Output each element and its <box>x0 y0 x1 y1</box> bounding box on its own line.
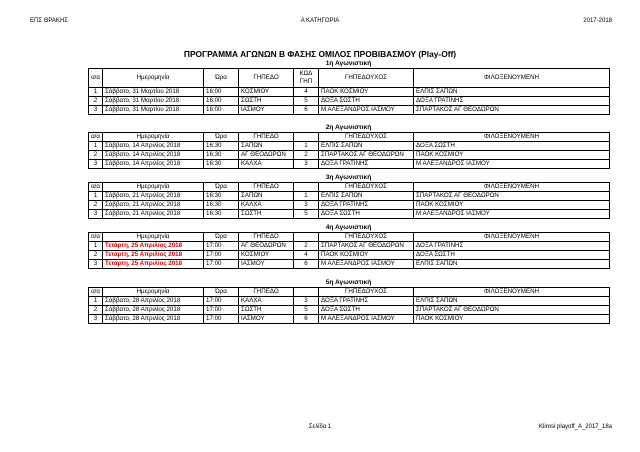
cell-time: 17:00 <box>204 315 239 324</box>
cell-time: 16:30 <box>204 192 239 201</box>
footer-file: Klirosi playoff_A_2017_18a <box>539 424 612 430</box>
round-label: 1η Αγωνιστική <box>325 60 372 67</box>
cell-venue: ΙΑΣΜΟΥ <box>239 315 294 324</box>
column-header-code <box>294 183 319 192</box>
column-header-code <box>294 69 319 88</box>
table-header-row <box>89 69 610 88</box>
cell-home: Μ ΑΛΕΞΑΝΔΡΟΣ ΙΑΣΜΟΥ <box>319 260 414 269</box>
column-header-code <box>294 288 319 297</box>
cell-no: 3 <box>89 260 103 269</box>
column-header-code <box>294 133 319 142</box>
table-row <box>89 192 610 201</box>
column-header-venue: ΓΗΠΕΔΟ <box>239 183 294 192</box>
code-header-line1: ΚΩΔ <box>299 70 313 77</box>
cell-date: Σάββατο, 28 Απριλίος 2018 <box>103 306 204 315</box>
cell-time: 16:30 <box>204 201 239 210</box>
cell-home: ΣΠΑΡΤΑΚΟΣ ΑΓ ΘΕΟΔΩΡΩΝ <box>319 242 414 251</box>
table-row <box>89 106 610 115</box>
cell-venue: ΙΑΣΜΟΥ <box>239 260 294 269</box>
cell-time: 16:00 <box>204 106 239 115</box>
column-header-date: Ημερομηνία <box>103 233 204 242</box>
cell-time: 16:30 <box>204 151 239 160</box>
table-header-row <box>89 233 610 242</box>
column-header-no: α/α <box>89 288 103 297</box>
cell-code: 3 <box>294 160 319 169</box>
cell-away: ΕΛΠΙΣ ΣΑΠΩΝ <box>414 260 610 269</box>
cell-time: 16:00 <box>204 97 239 106</box>
cell-away: ΠΑΟΚ ΚΟΣΜΙΟΥ <box>414 315 610 324</box>
cell-venue: ΚΟΣΜΙΟΥ <box>239 251 294 260</box>
column-header-time: Ώρα <box>204 288 239 297</box>
footer-page: Σελίδα 1 <box>308 424 332 430</box>
table-header-row <box>89 133 610 142</box>
cell-venue: ΚΑΛΧΑ <box>239 297 294 306</box>
table-row <box>89 142 610 151</box>
cell-no: 2 <box>89 151 103 160</box>
table-row <box>89 88 610 97</box>
round-table <box>88 132 610 169</box>
cell-venue: ΑΓ ΘΕΟΔΩΡΩΝ <box>239 242 294 251</box>
cell-no: 3 <box>89 315 103 324</box>
round-label: 2η Αγωνιστική <box>325 124 372 131</box>
round-table <box>88 287 610 324</box>
cell-date: Σάββατο, 14 Απριλίος 2018 <box>103 151 204 160</box>
cell-date: Σάββατο, 31 Μαρτίου 2018 <box>103 88 204 97</box>
cell-code: 5 <box>294 210 319 219</box>
column-header-home: ΓΗΠΕΔΟΥΧΟΣ <box>319 183 414 192</box>
column-header-home: ΓΗΠΕΔΟΥΧΟΣ <box>319 69 414 88</box>
column-header-code <box>294 233 319 242</box>
round-label: 3η Αγωνιστική <box>325 174 372 181</box>
cell-away: ΔΟΞΑ ΣΩΣΤΗ <box>414 251 610 260</box>
cell-time: 17:00 <box>204 251 239 260</box>
cell-away: ΣΠΑΡΤΑΚΟΣ ΑΓ ΘΕΟΔΩΡΩΝ <box>414 106 610 115</box>
cell-venue: ΣΑΠΩΝ <box>239 192 294 201</box>
column-header-time: Ώρα <box>204 233 239 242</box>
cell-time: 17:00 <box>204 297 239 306</box>
table-row <box>89 260 610 269</box>
cell-date: Σάββατο, 31 Μαρτίου 2018 <box>103 106 204 115</box>
table-header-row <box>89 288 610 297</box>
cell-away: ΕΛΠΙΣ ΣΑΠΩΝ <box>414 297 610 306</box>
cell-home: ΠΑΟΚ ΚΟΣΜΙΟΥ <box>319 251 414 260</box>
cell-home: ΔΟΞΑ ΣΩΣΤΗ <box>319 210 414 219</box>
cell-away: ΔΟΞΑ ΓΡΑΤΙΝΗΣ <box>414 242 610 251</box>
cell-code: 3 <box>294 297 319 306</box>
cell-home: ΔΟΞΑ ΓΡΑΤΙΝΗΣ <box>319 160 414 169</box>
cell-home: ΕΛΠΙΣ ΣΑΠΩΝ <box>319 192 414 201</box>
cell-code: 6 <box>294 106 319 115</box>
cell-time: 16:30 <box>204 142 239 151</box>
table-row <box>89 201 610 210</box>
cell-no: 3 <box>89 106 103 115</box>
round-label: 5η Αγωνιστική <box>325 279 372 286</box>
table-row <box>89 97 610 106</box>
cell-code: 4 <box>294 88 319 97</box>
cell-no: 1 <box>89 88 103 97</box>
cell-away: ΣΠΑΡΤΑΚΟΣ ΑΓ ΘΕΟΔΩΡΩΝ <box>414 192 610 201</box>
column-header-away: ΦΙΛΟΞΕΝΟΥΜΕΝΗ <box>414 69 610 88</box>
cell-venue: ΣΩΣΤΗ <box>239 97 294 106</box>
cell-away: ΔΟΞΑ ΓΡΑΤΙΝΗΣ <box>414 97 610 106</box>
cell-date: Σάββατο, 14 Απριλίος 2018 <box>103 142 204 151</box>
cell-code: 2 <box>294 151 319 160</box>
cell-home: ΔΟΞΑ ΓΡΑΤΙΝΗΣ <box>319 297 414 306</box>
round-label: 4η Αγωνιστική <box>325 224 372 231</box>
cell-home: Μ ΑΛΕΞΑΝΔΡΟΣ ΙΑΣΜΟΥ <box>319 315 414 324</box>
column-header-away: ΦΙΛΟΞΕΝΟΥΜΕΝΗ <box>414 288 610 297</box>
round-table <box>88 68 610 115</box>
cell-time: 16:30 <box>204 160 239 169</box>
cell-no: 1 <box>89 142 103 151</box>
column-header-venue: ΓΗΠΕΔΟ <box>239 288 294 297</box>
cell-no: 2 <box>89 97 103 106</box>
cell-code: 4 <box>294 251 319 260</box>
cell-date: Τετάρτη, 25 Απριλίος 2018 <box>103 260 204 269</box>
cell-venue: ΙΑΣΜΟΥ <box>239 106 294 115</box>
cell-no: 2 <box>89 251 103 260</box>
column-header-date: Ημερομηνία <box>103 69 204 88</box>
cell-venue: ΚΟΣΜΙΟΥ <box>239 88 294 97</box>
cell-away: Μ ΑΛΕΞΑΝΔΡΟΣ ΙΑΣΜΟΥ <box>414 210 610 219</box>
cell-time: 16:30 <box>204 210 239 219</box>
cell-away: ΕΛΠΙΣ ΣΑΠΩΝ <box>414 88 610 97</box>
cell-date: Σάββατο, 21 Απριλίος 2018 <box>103 201 204 210</box>
code-header-line2: ΓΗΠ <box>299 78 313 85</box>
cell-home: Μ ΑΛΕΞΑΝΔΡΟΣ ΙΑΣΜΟΥ <box>319 106 414 115</box>
cell-away: Μ ΑΛΕΞΑΝΔΡΟΣ ΙΑΣΜΟΥ <box>414 160 610 169</box>
table-row <box>89 210 610 219</box>
cell-no: 2 <box>89 306 103 315</box>
cell-code: 3 <box>294 201 319 210</box>
cell-no: 1 <box>89 297 103 306</box>
cell-venue: ΣΩΣΤΗ <box>239 210 294 219</box>
column-header-venue: ΓΗΠΕΔΟ <box>239 133 294 142</box>
column-header-no: α/α <box>89 233 103 242</box>
cell-date: Τετάρτη, 25 Απριλίος 2018 <box>103 242 204 251</box>
cell-home: ΔΟΞΑ ΣΩΣΤΗ <box>319 306 414 315</box>
column-header-time: Ώρα <box>204 133 239 142</box>
column-header-venue: ΓΗΠΕΔΟ <box>239 69 294 88</box>
table-row <box>89 306 610 315</box>
table-row <box>89 315 610 324</box>
cell-code: 5 <box>294 97 319 106</box>
column-header-away: ΦΙΛΟΞΕΝΟΥΜΕΝΗ <box>414 133 610 142</box>
column-header-time: Ώρα <box>204 183 239 192</box>
cell-no: 2 <box>89 201 103 210</box>
cell-home: ΣΠΑΡΤΑΚΟΣ ΑΓ ΘΕΟΔΩΡΩΝ <box>319 151 414 160</box>
cell-no: 1 <box>89 192 103 201</box>
cell-code: 1 <box>294 142 319 151</box>
table-row <box>89 160 610 169</box>
table-row <box>89 297 610 306</box>
cell-away: ΣΠΑΡΤΑΚΟΣ ΑΓ ΘΕΟΔΩΡΩΝ <box>414 306 610 315</box>
cell-date: Σάββατο, 28 Απριλίος 2018 <box>103 297 204 306</box>
cell-date: Σάββατο, 31 Μαρτίου 2018 <box>103 97 204 106</box>
cell-code: 6 <box>294 315 319 324</box>
column-header-no: α/α <box>89 183 103 192</box>
column-header-away: ΦΙΛΟΞΕΝΟΥΜΕΝΗ <box>414 183 610 192</box>
cell-time: 17:00 <box>204 260 239 269</box>
column-header-date: Ημερομηνία <box>103 288 204 297</box>
cell-venue: ΚΑΛΧΑ <box>239 160 294 169</box>
cell-date: Σάββατο, 14 Απριλίος 2018 <box>103 160 204 169</box>
cell-no: 3 <box>89 160 103 169</box>
cell-code: 1 <box>294 192 319 201</box>
cell-home: ΕΛΠΙΣ ΣΑΠΩΝ <box>319 142 414 151</box>
cell-no: 3 <box>89 210 103 219</box>
cell-date: Σάββατο, 21 Απριλίος 2018 <box>103 210 204 219</box>
cell-away: ΔΟΞΑ ΣΩΣΤΗ <box>414 142 610 151</box>
cell-date: Τετάρτη, 25 Απριλίος 2018 <box>103 251 204 260</box>
column-header-date: Ημερομηνία <box>103 133 204 142</box>
cell-venue: ΣΩΣΤΗ <box>239 306 294 315</box>
table-row <box>89 251 610 260</box>
cell-home: ΔΟΞΑ ΓΡΑΤΙΝΗΣ <box>319 201 414 210</box>
header-center: Α ΚΑΤΗΓΟΡΙΑ <box>300 18 340 24</box>
cell-home: ΠΑΟΚ ΚΟΣΜΙΟΥ <box>319 88 414 97</box>
cell-code: 2 <box>294 242 319 251</box>
cell-code: 6 <box>294 260 319 269</box>
column-header-home: ΓΗΠΕΔΟΥΧΟΣ <box>319 233 414 242</box>
cell-venue: ΑΓ ΘΕΟΔΩΡΩΝ <box>239 151 294 160</box>
cell-away: ΠΑΟΚ ΚΟΣΜΙΟΥ <box>414 201 610 210</box>
column-header-date: Ημερομηνία <box>103 183 204 192</box>
table-row <box>89 151 610 160</box>
header-right: 2017-2018 <box>583 18 612 24</box>
column-header-no: α/α <box>89 133 103 142</box>
cell-venue: ΣΑΠΩΝ <box>239 142 294 151</box>
cell-date: Σάββατο, 21 Απριλίος 2018 <box>103 192 204 201</box>
table-row <box>89 242 610 251</box>
page-title: ΠΡΟΓΡΑΜΜΑ ΑΓΩΝΩΝ Β ΦΑΣΗΣ ΟΜΙΛΟΣ ΠΡΟΒΙΒΑΣΜΟΥ (Play-Off) <box>183 49 457 59</box>
cell-venue: ΚΑΛΧΑ <box>239 201 294 210</box>
cell-code: 5 <box>294 306 319 315</box>
cell-home: ΔΟΞΑ ΣΩΣΤΗ <box>319 97 414 106</box>
round-table <box>88 182 610 219</box>
cell-date: Σάββατο, 28 Απριλίος 2018 <box>103 315 204 324</box>
table-header-row <box>89 183 610 192</box>
header-left: ΕΠΣ ΘΡΑΚΗΣ <box>30 18 68 24</box>
round-table <box>88 232 610 269</box>
cell-time: 17:00 <box>204 242 239 251</box>
column-header-venue: ΓΗΠΕΔΟ <box>239 233 294 242</box>
column-header-away: ΦΙΛΟΞΕΝΟΥΜΕΝΗ <box>414 233 610 242</box>
cell-away: ΠΑΟΚ ΚΟΣΜΙΟΥ <box>414 151 610 160</box>
column-header-no: α/α <box>89 69 103 88</box>
column-header-home: ΓΗΠΕΔΟΥΧΟΣ <box>319 288 414 297</box>
cell-no: 1 <box>89 242 103 251</box>
cell-time: 16:00 <box>204 88 239 97</box>
column-header-home: ΓΗΠΕΔΟΥΧΟΣ <box>319 133 414 142</box>
cell-time: 17:00 <box>204 306 239 315</box>
column-header-time: Ώρα <box>204 69 239 88</box>
